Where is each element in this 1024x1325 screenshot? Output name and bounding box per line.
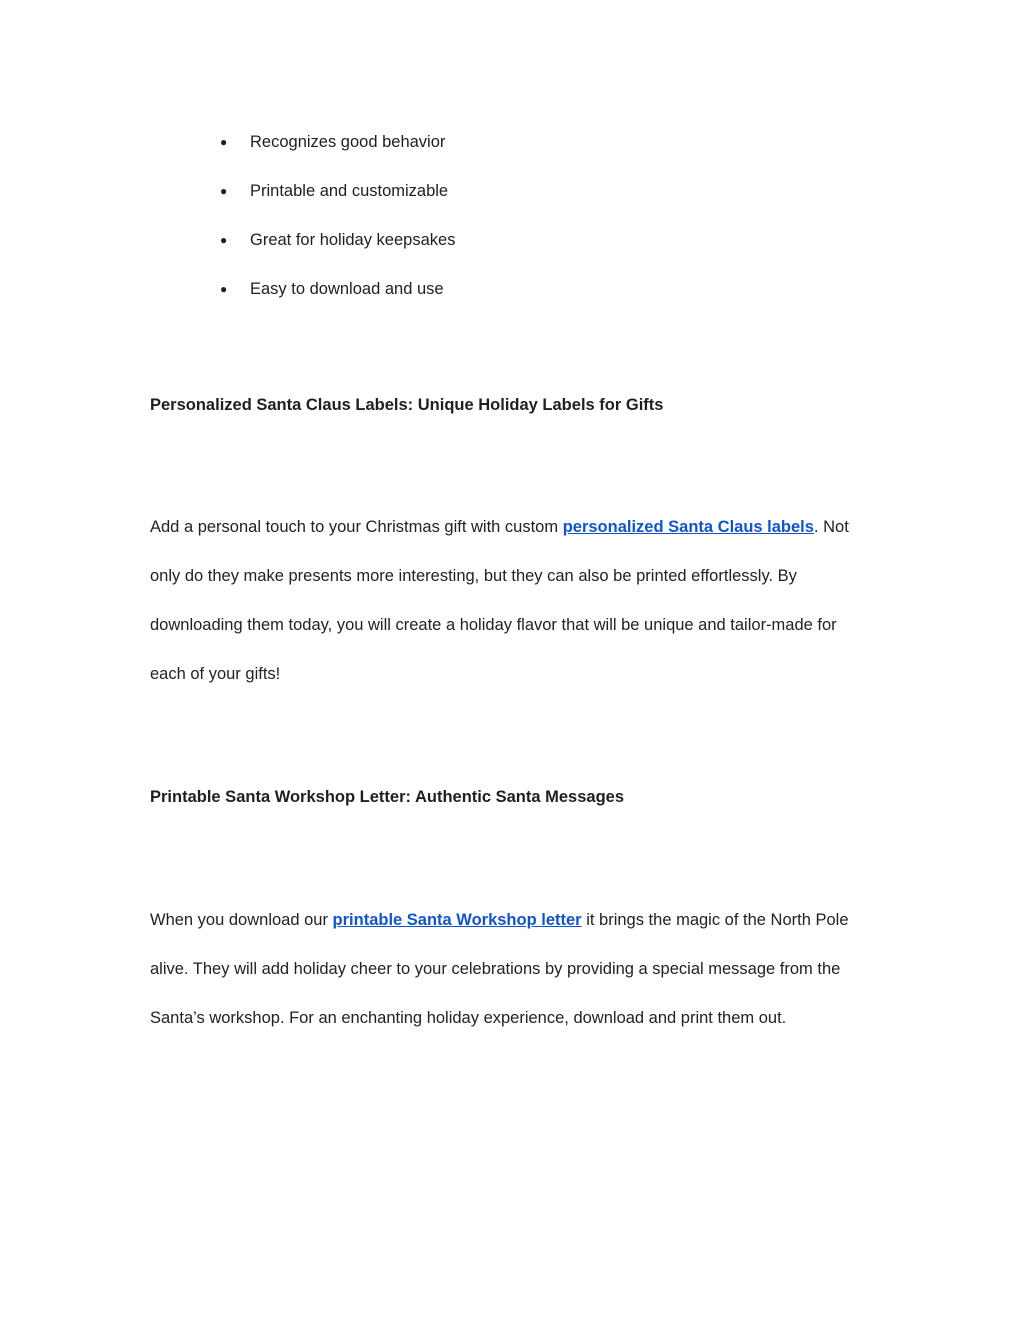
bullet-dot-icon: ● xyxy=(220,134,228,149)
paragraph-line xyxy=(150,905,880,954)
paragraph-text: it brings the magic of the North Pole xyxy=(581,911,849,929)
paragraph-line: only do they make presents more interesting, but they can also be printed effortlessly. By xyxy=(150,567,797,585)
bullet-item xyxy=(220,215,455,264)
feature-bullet-list xyxy=(220,117,455,313)
bullet-item xyxy=(220,264,455,313)
paragraph-santa-labels xyxy=(150,512,880,708)
bullet-item xyxy=(220,166,455,215)
bullet-item xyxy=(220,117,455,166)
bullet-dot-icon: ● xyxy=(220,232,228,247)
bullet-text: Easy to download and use xyxy=(250,279,444,298)
paragraph-line: Santa’s workshop. For an enchanting holiday experience, download and print them out. xyxy=(150,1009,787,1027)
paragraph-line: each of your gifts! xyxy=(150,665,281,683)
paragraph-text: When you download our xyxy=(150,911,333,929)
santa-labels-link[interactable]: personalized Santa Claus labels xyxy=(562,518,814,536)
paragraph-text: . Not xyxy=(813,518,849,536)
bullet-dot-icon: ● xyxy=(220,183,228,198)
bullet-text: Great for holiday keepsakes xyxy=(250,230,456,249)
paragraph-workshop-letter xyxy=(150,905,880,1052)
paragraph-line: downloading them today, you will create a holiday flavor that will be unique and tailor-made for xyxy=(150,616,837,634)
paragraph-line: alive. They will add holiday cheer to your celebrations by providing a special message from the xyxy=(150,960,841,978)
paragraph-line xyxy=(150,512,880,561)
section-heading-workshop-letter: Printable Santa Workshop Letter: Authentic Santa Messages xyxy=(150,788,625,806)
section-heading-santa-labels: Personalized Santa Claus Labels: Unique Holiday Labels for Gifts xyxy=(150,396,664,414)
paragraph-text: Add a personal touch to your Christmas gift with custom xyxy=(150,518,563,536)
workshop-letter-link[interactable]: printable Santa Workshop letter xyxy=(332,911,582,929)
bullet-dot-icon: ● xyxy=(220,281,228,296)
bullet-text: Recognizes good behavior xyxy=(250,132,446,151)
bullet-text: Printable and customizable xyxy=(250,181,449,200)
